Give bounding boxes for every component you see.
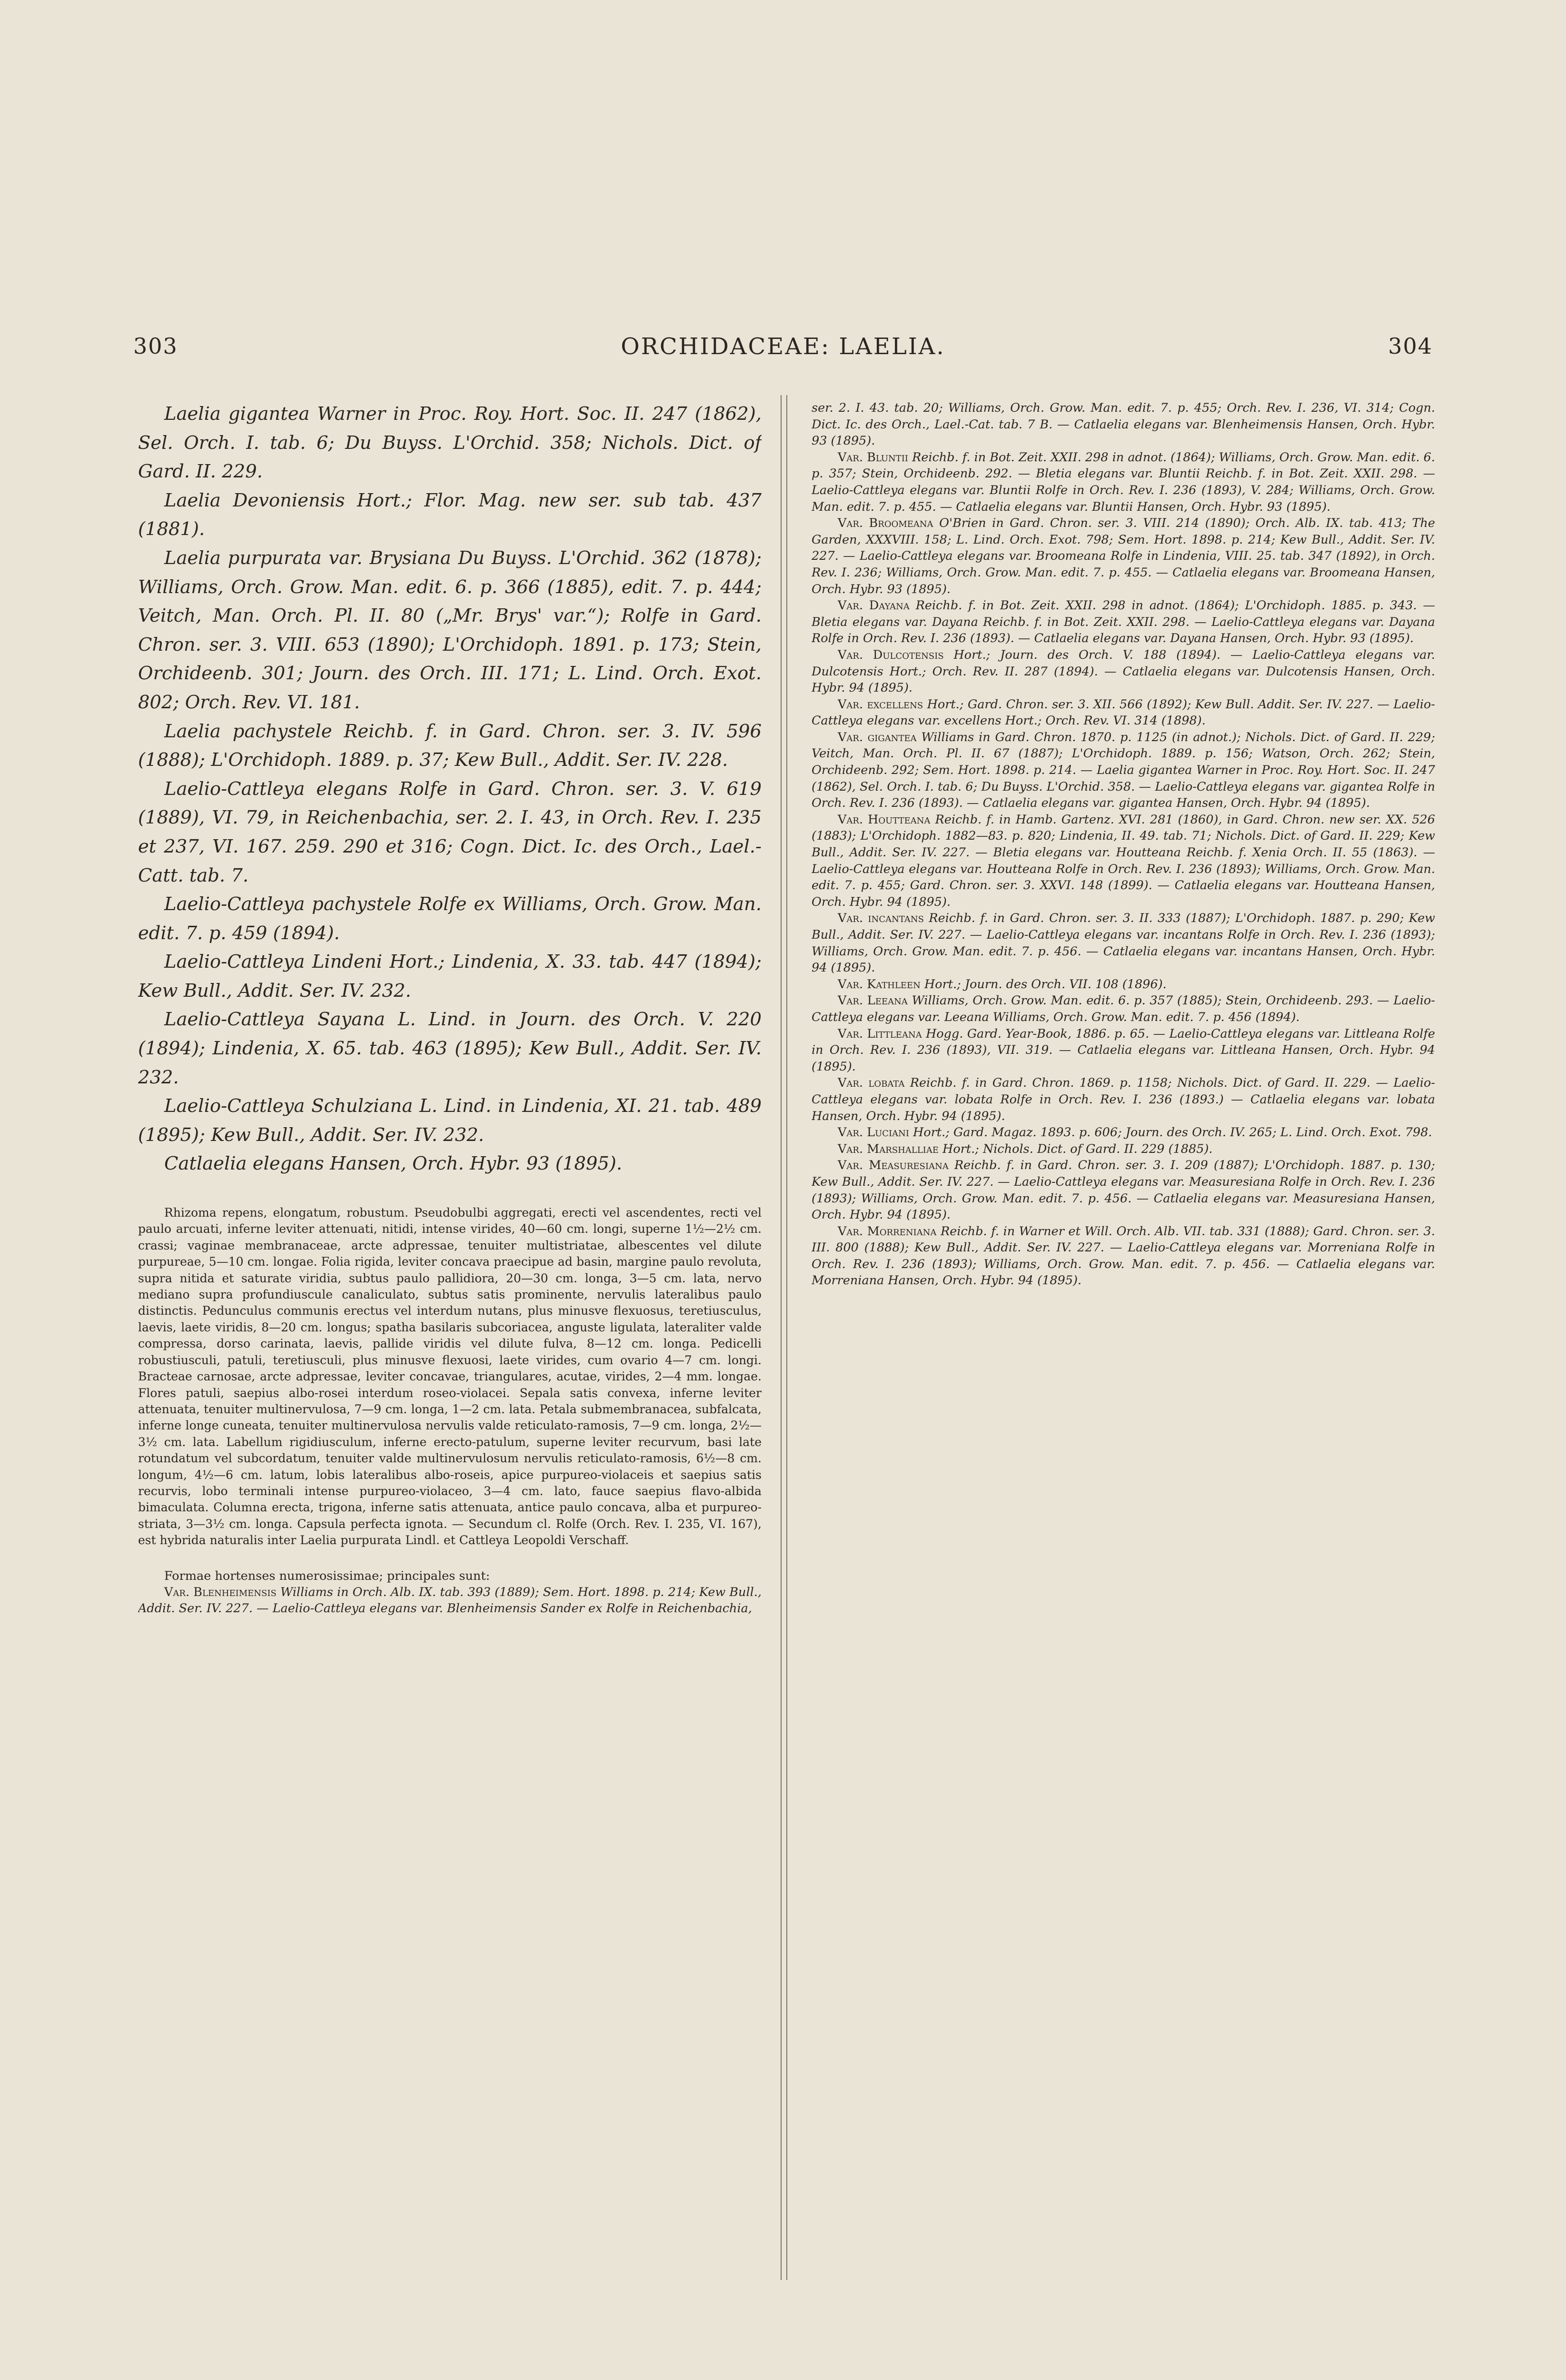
variety-references: Reichb. f. in Gard. Chron. 1869. p. 1158; Nichols. Dict. of Gard. II. 229. — Laelio-Cattleya elegans var. lobata Rolfe in Orch. Rev. I. 236 (1893.) — Catlaelia elegans var. lobata Hansen, Orch. Hybr. 94 (1895). — [812, 1076, 1435, 1123]
variety-entry — [812, 1075, 1435, 1124]
column-divider — [781, 395, 782, 2280]
variety-references: Reichb. f. in Bot. Zeit. XXII. 298 in adnot. (1864); Williams, Orch. Grow. Man. edit. 6. p. 357; Stein, Orchideenb. 292. — Bletia elegans var. Bluntii Reichb. f. in Bot. Zeit. XXII. 298. — Laelio-Cattleya elegans var. Bluntii Rolfe in Orch. Rev. I. 236 (1893), V. 284; Williams, Orch. Grow. Man. edit. 7. p. 455. — Catlaelia elegans var. Bluntii Hansen, Orch. Hybr. 93 (1895). — [812, 450, 1435, 514]
running-title: ORCHIDACEAE: LAELIA. — [621, 333, 945, 360]
species-description: Rhizoma repens, elongatum, robustum. Pseudobulbi aggregati, erecti vel ascendentes, recti vel paulo arcuati, inferne leviter attenuati, nitidi, intense virides, 40—60 cm. longi, superne 1½—2½ cm. crassi; vaginae membranaceae, arcte adpressae, tenuiter multistriatae, albescentes vel dilute purpureae, 5—10 cm. longae. Folia rigida, leviter concava praecipue ad basin, margine paulo revoluta, supra nitida et saturate viridia, subtus paulo pallidiora, 20—30 cm. longa, 3—5 cm. lata, nervo mediano supra profundiuscule canaliculato, subtus satis prominente, nervulis lateralibus paulo distinctis. Pedunculus communis erectus vel interdum nutans, plus minusve flexuosus, teretiusculus, laevis, laete viridis, 8—20 cm. longus; spatha basilaris subcoriacea, anguste ligulata, lateraliter valde compressa, dorso carinata, laevis, pallide viridis vel dilute fulva, 8—12 cm. longa. Pedicelli robustiusculi, patuli, teretiusculi, plus minusve flexuosi, laete virides, cum ovario 4—7 cm. longi. Bracteae carnosae, arcte adpressae, leviter concavae, triangulares, acutae, virides, 2—4 mm. longae. Flores patuli, saepius albo-rosei interdum roseo-violacei. Sepala satis convexa, inferne leviter attenuata, tenuiter multinervulosa, 7—9 cm. longa, 1—2 cm. lata. Petala submembranacea, subfalcata, inferne longe cuneata, tenuiter multinervulosa nervulis valde reticulato-ramosis, 7—9 cm. longa, 2½—3½ cm. lata. Labellum rigidiusculum, inferne erecto-patulum, superne leviter recurvum, basi late rotundatum vel subcordatum, tenuiter valde multinervulosum nervulis reticulato-ramosis, 6½—8 cm. longum, 4½—6 cm. latum, lobis lateralibus albo-roseis, apice purpureo-violaceis et saepius satis recurvis, lobo terminali intense purpureo-violaceo, 3—4 cm. lato, fauce saepius flavo-albida bimaculata. Columna erecta, trigona, inferne satis attenuata, antice paulo concava, alba et purpureo-striata, 3—3½ cm. longa. Capsula perfecta ignota. — Secundum cl. Rolfe (Orch. Rev. I. 235, VI. 167), est hybrida naturalis inter Laelia purpurata Lindl. et Cattleya Leopoldi Verschaff. — [138, 1206, 762, 1547]
variety-name: Var. Littleana — [838, 1026, 922, 1041]
right-column — [812, 400, 1435, 2271]
variety-entry — [812, 1223, 1435, 1289]
variety-references: ser. 2. I. 43. tab. 20; Williams, Orch. Grow. Man. edit. 7. p. 455; Orch. Rev. I. 236, VI. 314; Cogn. Dict. Ic. des Orch., Lael.-Cat. tab. 7 B. — Catlaelia elegans var. Blenheimensis Hansen, Orch. Hybr. 93 (1895). — [812, 401, 1435, 448]
variety-entry — [812, 449, 1435, 515]
variety-name: Var. Bluntii — [838, 450, 909, 465]
variety-entry — [812, 1141, 1435, 1158]
synonym-entry: Laelia pachystele Reichb. f. in Gard. Chron. ser. 3. IV. 596 (1888); L'Orchidoph. 1889. p. 37; Kew Bull., Addit. Ser. IV. 228. — [138, 720, 762, 771]
variety-name: Var. Luciani — [838, 1125, 910, 1140]
variety-references: Reichb. f. in Warner et Will. Orch. Alb. VII. tab. 331 (1888); Gard. Chron. ser. 3. III. 800 (1888); Kew Bull., Addit. Ser. IV. 227. — Laelio-Cattleya elegans var. Morreniana Rolfe in Orch. Rev. I. 236 (1893); Williams, Orch. Grow. Man. edit. 7. p. 456. — Catlaelia elegans var. Morreniana Hansen, Orch. Hybr. 94 (1895). — [812, 1224, 1435, 1288]
variety-name: Var. excellens — [838, 697, 923, 712]
column-divider — [786, 395, 787, 2280]
variety-references: O'Brien in Gard. Chron. ser. 3. VIII. 214 (1890); Orch. Alb. IX. tab. 413; The Garden, XXXVIII. 158; L. Lind. Orch. Exot. 798; Sem. Hort. 1898. p. 214; Kew Bull., Addit. Ser. IV. 227. — Laelio-Cattleya elegans var. Broomeana Rolfe in Lindenia, VIII. 25. tab. 347 (1892), in Orch. Rev. I. 236; Williams, Orch. Grow. Man. edit. 7. p. 455. — Catlaelia elegans var. Broomeana Hansen, Orch. Hybr. 93 (1895). — [812, 516, 1435, 596]
variety-list — [812, 449, 1435, 1289]
variety-name: Var. gigantea — [838, 730, 917, 744]
left-column — [138, 400, 762, 2271]
variety-name: Var. Measuresiana — [838, 1158, 949, 1173]
variety-references: Hort.; Journ. des Orch. V. 188 (1894). — Laelio-Cattleya elegans var. Dulcotensis Hort.; Orch. Rev. II. 287 (1894). — Catlaelia elegans var. Dulcotensis Hansen, Orch. Hybr. 94 (1895). — [812, 647, 1435, 695]
variety-entry — [812, 1124, 1435, 1141]
synonym-entry: Laelio-Cattleya Schulziana L. Lind. in Lindenia, XI. 21. tab. 489 (1895); Kew Bull., Addit. Ser. IV. 232. — [138, 1095, 762, 1146]
page-number-right: 304 — [1388, 333, 1433, 359]
synonym-entry: Laelio-Cattleya pachystele Rolfe ex Williams, Orch. Grow. Man. edit. 7. p. 459 (1894). — [138, 893, 762, 944]
variety-name: Var. Morreniana — [838, 1224, 937, 1239]
variety-entry — [812, 910, 1435, 976]
variety-entry — [812, 647, 1435, 696]
variety-references: Reichb. f. in Gard. Chron. ser. 3. I. 209 (1887); L'Orchidoph. 1887. p. 130; Kew Bull., Addit. Ser. IV. 227. — Laelio-Cattleya elegans var. Measuresiana Rolfe in Orch. Rev. I. 236 (1893); Williams, Orch. Grow. Man. edit. 7. p. 456. — Catlaelia elegans var. Measuresiana Hansen, Orch. Hybr. 94 (1895). — [812, 1158, 1435, 1222]
synonym-entry: Laelio-Cattleya Lindeni Hort.; Lindenia, X. 33. tab. 447 (1894); Kew Bull., Addit. Ser. IV. 232. — [138, 951, 762, 1002]
variety-entry — [812, 597, 1435, 647]
variety-references: Reichb. f. in Hamb. Gartenz. XVI. 281 (1860), in Gard. Chron. new ser. XX. 526 (1883); L'Orchidoph. 1882—83. p. 820; Lindenia, II. 49. tab. 71; Nichols. Dict. of Gard. II. 229; Kew Bull., Addit. Ser. IV. 227. — Bletia elegans var. Houtteana Reichb. f. Xenia Orch. II. 55 (1863). — Laelio-Cattleya elegans var. Houtteana Rolfe in Orch. Rev. I. 236 (1893); Williams, Orch. Grow. Man. edit. 7. p. 455; Gard. Chron. ser. 3. XXVI. 148 (1899). — Catlaelia elegans var. Houtteana Hansen, Orch. Hybr. 94 (1895). — [812, 812, 1435, 909]
variety-references: Williams in Orch. Alb. IX. tab. 393 (1889); Sem. Hort. 1898. p. 214; Kew Bull., Addit. Ser. IV. 227. — Laelio-Cattleya elegans var. Blenheimensis Sander ex Rolfe in Reichenbachia, — [138, 1585, 762, 1616]
synonym-entry: Laelio-Cattleya elegans Rolfe in Gard. Chron. ser. 3. V. 619 (1889), VI. 79, in Reichenbachia, ser. 2. I. 43, in Orch. Rev. I. 235 et 237, VI. 167. 259. 290 et 316; Cogn. Dict. Ic. des Orch., Lael.-Catt. tab. 7. — [138, 778, 762, 886]
variety-name: Var. Kathleen — [838, 977, 921, 992]
synonym-entry: Laelia purpurata var. Brysiana Du Buyss. L'Orchid. 362 (1878); Williams, Orch. Grow. Man. edit. 6. p. 366 (1885), edit. 7. p. 444; Veitch, Man. Orch. Pl. II. 80 („Mr. Brys' var.“); Rolfe in Gard. Chron. ser. 3. VIII. 653 (1890); L'Orchidoph. 1891. p. 173; Stein, Orchideenb. 301; Journ. des Orch. III. 171; L. Lind. Orch. Exot. 802; Orch. Rev. VI. 181. — [138, 547, 762, 713]
variety-entry — [812, 515, 1435, 597]
variety-references: Williams, Orch. Grow. Man. edit. 6. p. 357 (1885); Stein, Orchideenb. 293. — Laelio-Cattleya elegans var. Leeana Williams, Orch. Grow. Man. edit. 7. p. 456 (1894). — [812, 993, 1435, 1024]
variety-references: Hogg. Gard. Year-Book, 1886. p. 65. — Laelio-Cattleya elegans var. Littleana Rolfe in Orch. Rev. I. 236 (1893), VII. 319. — Catlaelia elegans var. Littleana Hansen, Orch. Hybr. 94 (1895). — [812, 1026, 1435, 1074]
synonym-entry: Catlaelia elegans Hansen, Orch. Hybr. 93 (1895). — [164, 1153, 623, 1175]
variety-name: Var. Marshalliae — [838, 1141, 939, 1156]
variety-entry — [138, 1584, 762, 1617]
variety-name: Var. Leeana — [838, 993, 908, 1008]
synonym-entry: Laelia gigantea Warner in Proc. Roy. Hort. Soc. II. 247 (1862), Sel. Orch. I. tab. 6; Du Buyss. L'Orchid. 358; Nichols. Dict. of Gard. II. 229. — [138, 403, 762, 483]
synonym-entry: Laelio-Cattleya Sayana L. Lind. in Journ. des Orch. V. 220 (1894); Lindenia, X. 65. tab. 463 (1895); Kew Bull., Addit. Ser. IV. 232. — [138, 1009, 762, 1088]
variety-references: Reichb. f. in Gard. Chron. ser. 3. II. 333 (1887); L'Orchidoph. 1887. p. 290; Kew Bull., Addit. Ser. IV. 227. — Laelio-Cattleya elegans var. incantans Rolfe in Orch. Rev. I. 236 (1893); Williams, Orch. Grow. Man. edit. 7. p. 456. — Catlaelia elegans var. incantans Hansen, Orch. Hybr. 94 (1895). — [812, 911, 1435, 975]
variety-references: Hort.; Journ. des Orch. VII. 108 (1896). — [920, 977, 1167, 992]
page-number-left: 303 — [133, 333, 178, 359]
variety-name: Var. incantans — [838, 911, 924, 926]
variety-references: Williams in Gard. Chron. 1870. p. 1125 (in adnot.); Nichols. Dict. of Gard. II. 229; Veitch, Man. Orch. Pl. II. 67 (1887); L'Orchidoph. 1889. p. 156; Watson, Orch. 262; Stein, Orchideenb. 292; Sem. Hort. 1898. p. 214. — Laelia gigantea Warner in Proc. Roy. Hort. Soc. II. 247 (1862), Sel. Orch. I. tab. 6; Du Buyss. L'Orchid. 358. — Laelio-Cattleya elegans var. gigantea Rolfe in Orch. Rev. I. 236 (1893). — Catlaelia elegans var. gigantea Hansen, Orch. Hybr. 94 (1895). — [812, 730, 1435, 811]
variety-references: Hort.; Gard. Magaz. 1893. p. 606; Journ. des Orch. IV. 265; L. Lind. Orch. Exot. 798. — [909, 1125, 1432, 1140]
synonym-list — [138, 400, 762, 1179]
variety-references: Reichb. f. in Bot. Zeit. XXII. 298 in adnot. (1864); L'Orchidoph. 1885. p. 343. — Bletia elegans var. Dayana Reichb. f. in Bot. Zeit. XXII. 298. — Laelio-Cattleya elegans var. Dayana Rolfe in Orch. Rev. I. 236 (1893). — Catlaelia elegans var. Dayana Hansen, Orch. Hybr. 93 (1895). — [812, 598, 1435, 646]
variety-name: Var. Houtteana — [838, 812, 931, 827]
page-header — [133, 333, 1433, 376]
variety-references: Hort.; Gard. Chron. ser. 3. XII. 566 (1892); Kew Bull. Addit. Ser. IV. 227. — Laelio-Cattleya elegans var. excellens Hort.; Orch. Rev. VI. 314 (1898). — [812, 697, 1435, 728]
forms-intro: Formae hortenses numerosissimae; principales sunt: — [164, 1568, 490, 1583]
variety-name: Var. Blenheimensis — [164, 1585, 277, 1599]
variety-entry — [812, 729, 1435, 812]
variety-continuation — [812, 400, 1435, 449]
variety-name: Var. lobata — [838, 1076, 905, 1091]
variety-entry — [812, 812, 1435, 911]
variety-entry — [812, 992, 1435, 1025]
synonym-entry: Laelia Devoniensis Hort.; Flor. Mag. new ser. sub tab. 437 (1881). — [138, 489, 762, 540]
variety-references: Hort.; Nichols. Dict. of Gard. II. 229 (1885). — [939, 1141, 1213, 1156]
variety-entry — [812, 976, 1435, 993]
variety-entry — [812, 1157, 1435, 1223]
variety-entry — [812, 696, 1435, 729]
variety-name: Var. Broomeana — [838, 516, 933, 531]
variety-entry — [812, 1026, 1435, 1075]
variety-name: Var. Dulcotensis — [838, 647, 944, 662]
variety-name: Var. Dayana — [838, 598, 910, 613]
